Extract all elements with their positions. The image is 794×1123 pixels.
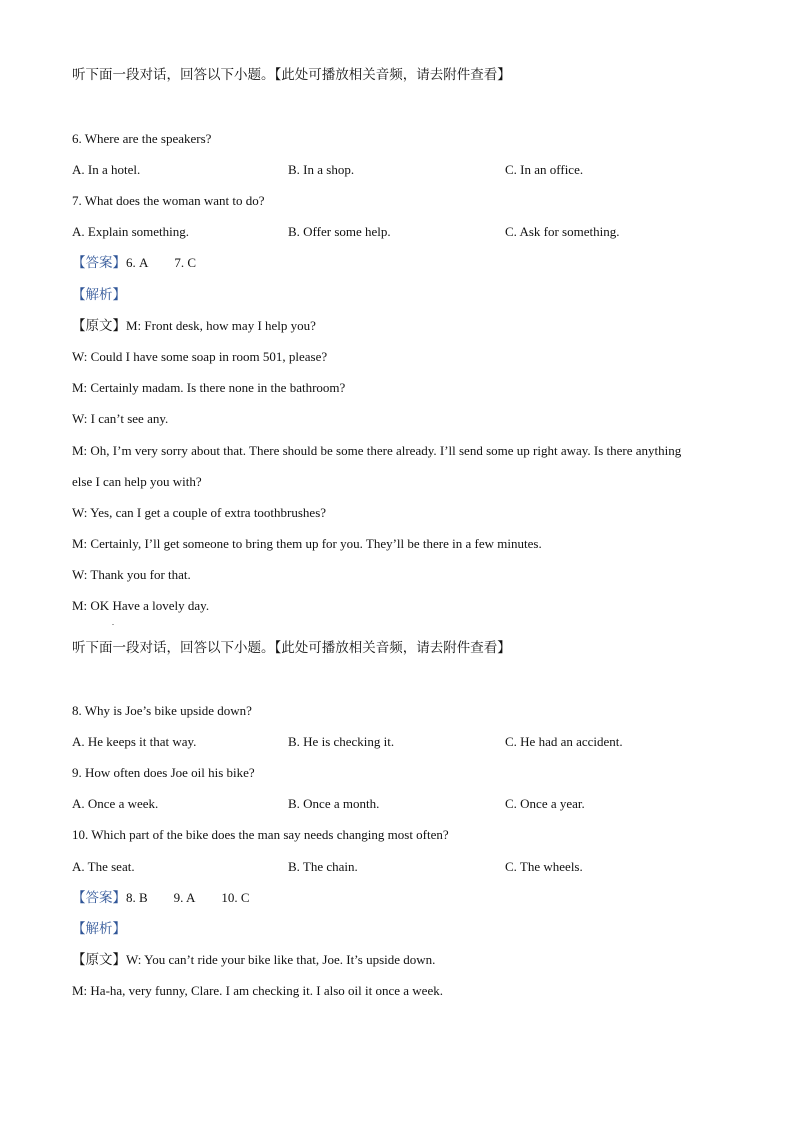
question-10: 10. Which part of the bike does the man say needs changing most often?: [72, 827, 449, 842]
transcript-line: else I can help you with?: [72, 474, 202, 489]
answer-10: 10. C: [221, 890, 250, 905]
q7-option-a: A. Explain something.: [72, 224, 189, 239]
answer-6: 6. A: [126, 255, 149, 270]
transcript-line: M: Certainly madam. Is there none in the bathroom?: [72, 380, 346, 395]
transcript-line: [72, 318, 316, 334]
transcript-line: W: Thank you for that.: [72, 567, 191, 582]
analysis-label-1: 【解析】: [72, 287, 126, 303]
answer-7: 7. C: [174, 255, 197, 270]
question-9: 9. How often does Joe oil his bike?: [72, 765, 255, 780]
question-6: 6. Where are the speakers?: [72, 131, 212, 146]
original-label: 【原文】: [72, 318, 126, 334]
q10-option-a: A. The seat.: [72, 859, 135, 874]
answer-9: 9. A: [173, 890, 196, 905]
q9-option-a: A. Once a week.: [72, 796, 159, 811]
stray-mark: .: [112, 618, 114, 627]
q6-option-c: C. In an office.: [505, 162, 584, 177]
transcript-line: M: Oh, I’m very sorry about that. There should be some there already. I’ll send some up right away. Is there anything: [72, 443, 682, 458]
q10-option-b: B. The chain.: [288, 859, 358, 874]
transcript-text: W: You can’t ride your bike like that, Joe. It’s upside down.: [126, 952, 436, 967]
q6-option-a: A. In a hotel.: [72, 162, 141, 177]
question-7: 7. What does the woman want to do?: [72, 193, 265, 208]
original-label: 【原文】: [72, 952, 126, 968]
transcript-line: M: Certainly, I’ll get someone to bring them up for you. They’ll be there in a few minutes.: [72, 536, 542, 551]
transcript-line: W: Could I have some soap in room 501, please?: [72, 349, 328, 364]
question-8: 8. Why is Joe’s bike upside down?: [72, 703, 252, 718]
transcript-text: M: Front desk, how may I help you?: [126, 318, 316, 333]
answer-label: 【答案】: [72, 890, 126, 906]
analysis-label-2: 【解析】: [72, 921, 126, 937]
transcript-line: W: Yes, can I get a couple of extra toothbrushes?: [72, 505, 327, 520]
q9-option-b: B. Once a month.: [288, 796, 380, 811]
q10-option-c: C. The wheels.: [505, 859, 583, 874]
q7-option-c: C. Ask for something.: [505, 224, 620, 239]
transcript-line: M: Ha-ha, very funny, Clare. I am checking it. I also oil it once a week.: [72, 983, 443, 998]
answer-8: 8. B: [126, 890, 148, 905]
answer-label: 【答案】: [72, 255, 126, 271]
q6-option-b: B. In a shop.: [288, 162, 355, 177]
section2-instruction: 听下面一段对话，回答以下小题。【此处可播放相关音频，请去附件查看】: [72, 640, 511, 656]
q8-option-c: C. He had an accident.: [505, 734, 623, 749]
q9-option-c: C. Once a year.: [505, 796, 585, 811]
transcript-line: M: OK Have a lovely day.: [72, 598, 210, 613]
transcript-line: W: I can’t see any.: [72, 411, 169, 426]
q8-option-b: B. He is checking it.: [288, 734, 395, 749]
answer-line-1: [72, 255, 196, 271]
section1-instruction: 听下面一段对话，回答以下小题。【此处可播放相关音频，请去附件查看】: [72, 67, 511, 83]
q8-option-a: A. He keeps it that way.: [72, 734, 197, 749]
transcript-line: [72, 952, 435, 968]
answer-line-2: [72, 890, 250, 906]
q7-option-b: B. Offer some help.: [288, 224, 391, 239]
